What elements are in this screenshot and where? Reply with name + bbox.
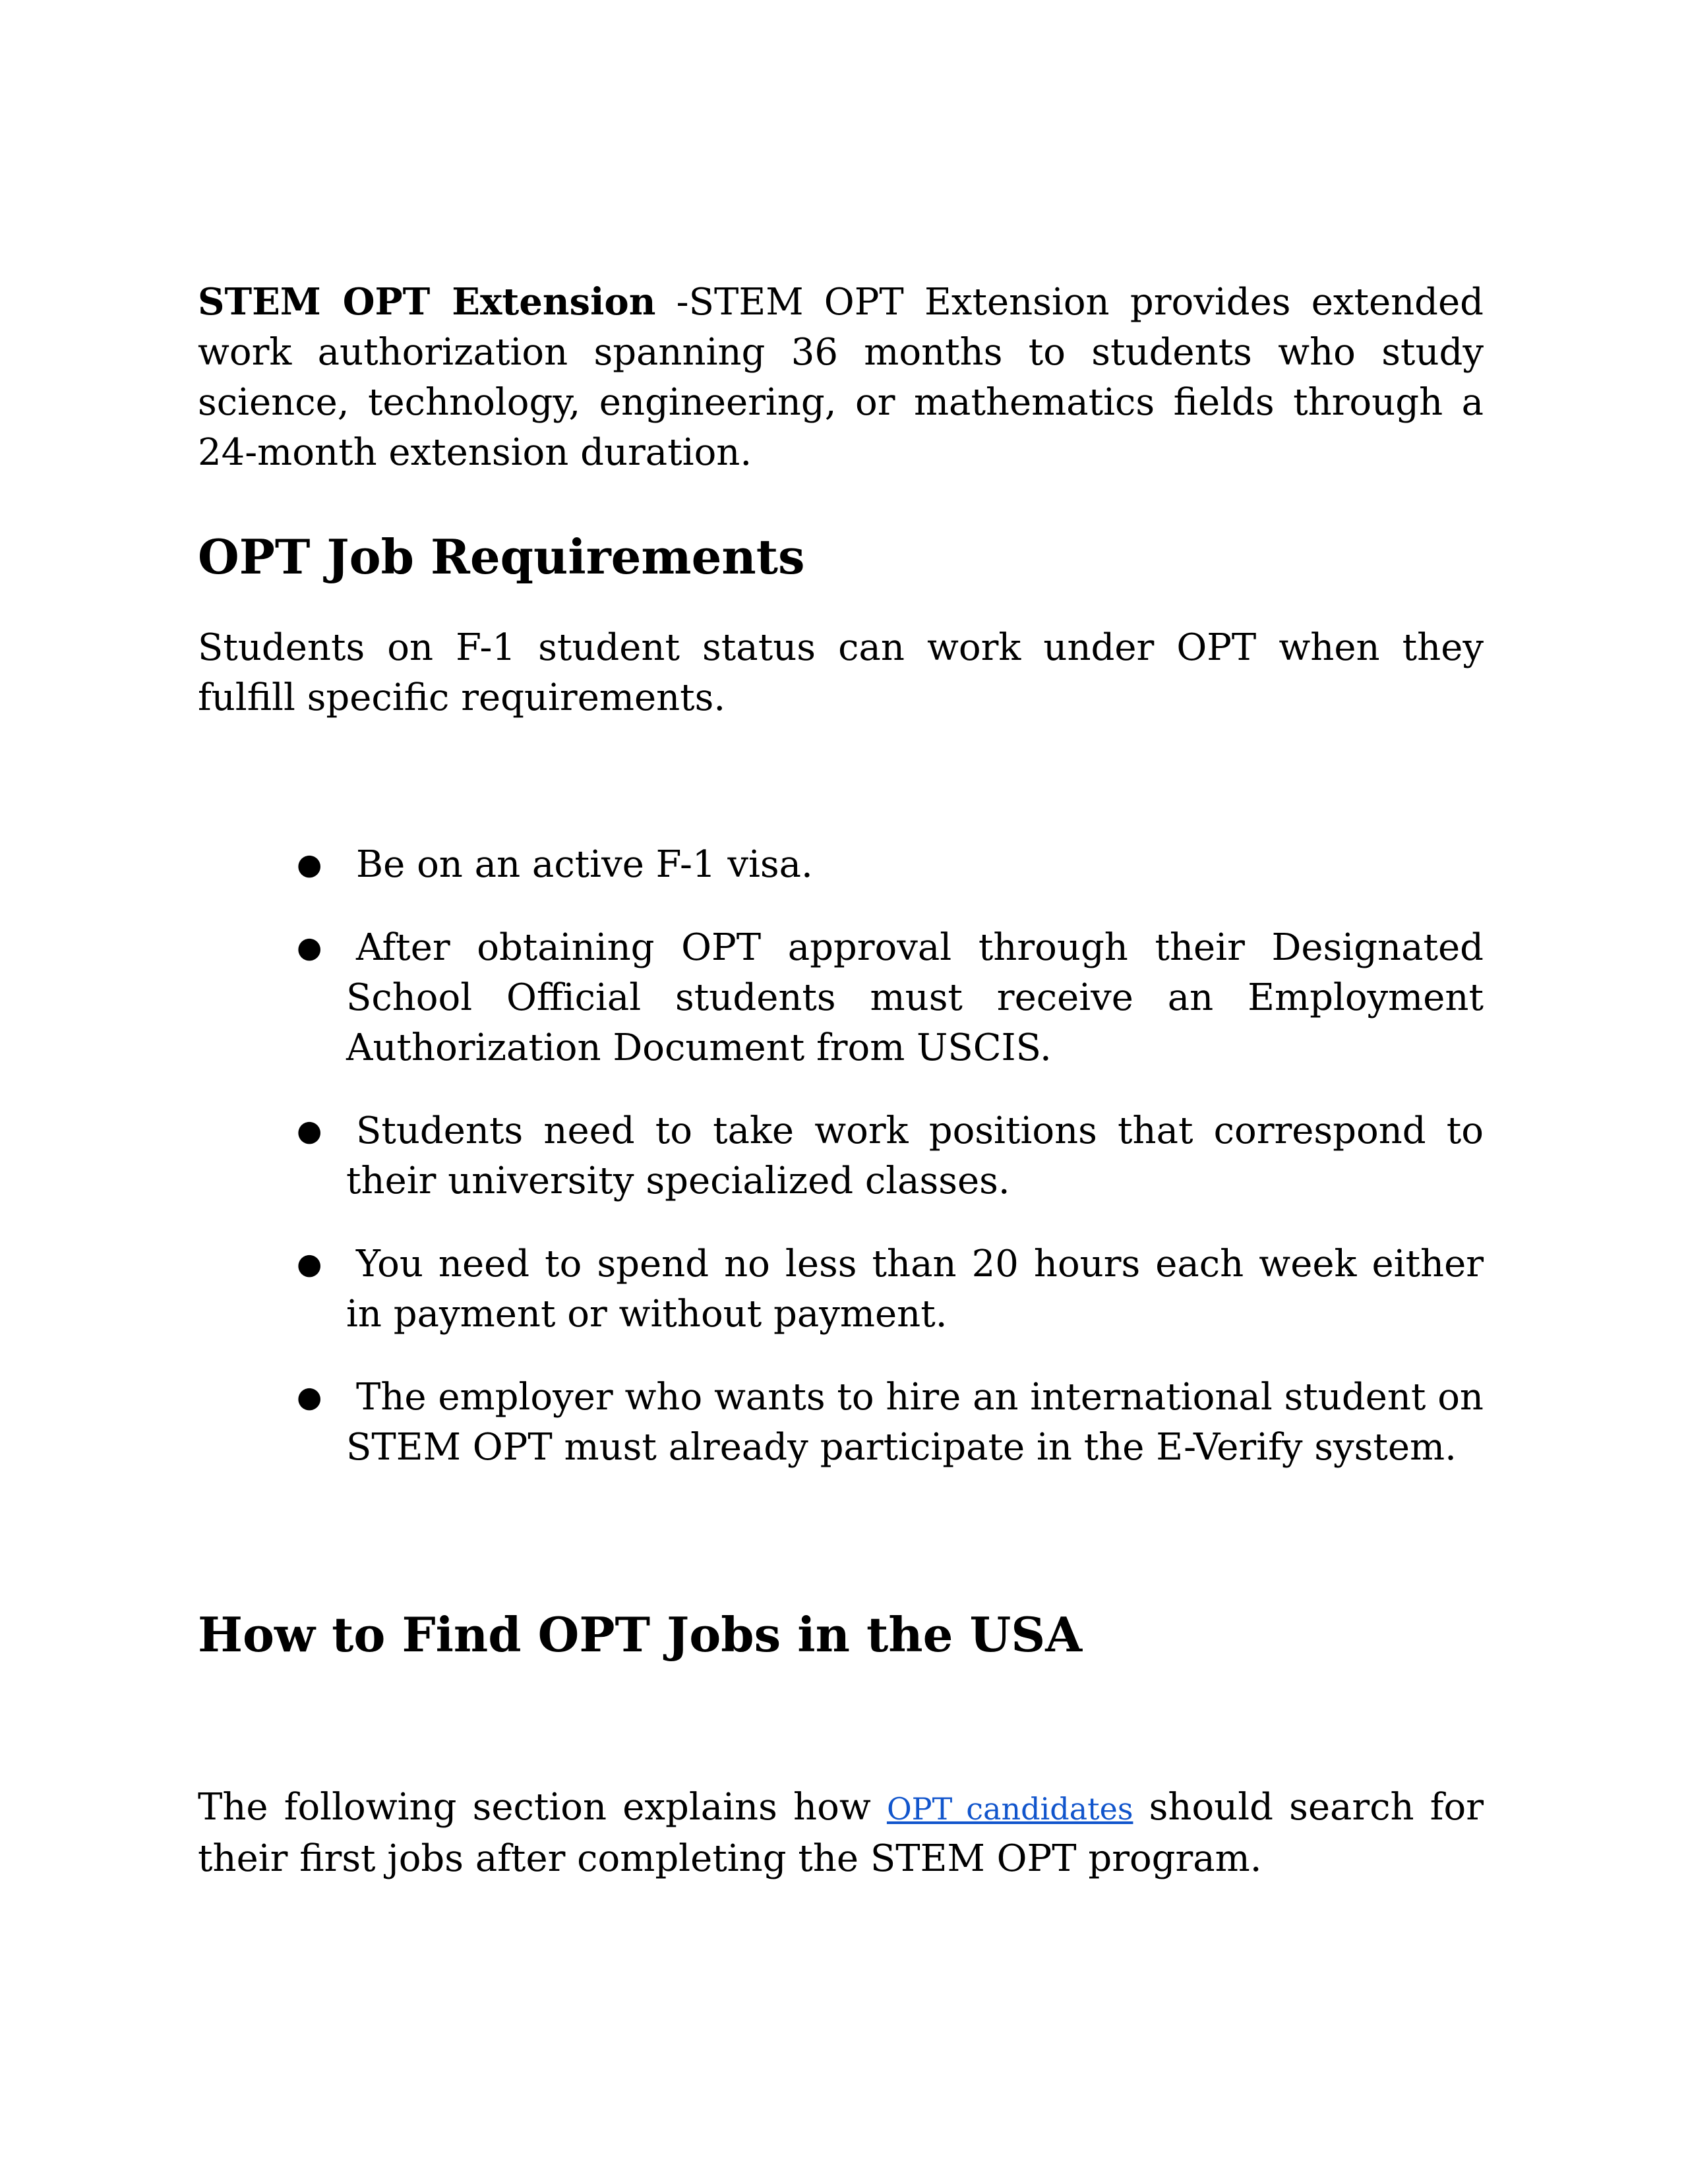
bullet-icon: ● xyxy=(297,1247,322,1281)
find-opt-jobs-text-before: The following section explains how xyxy=(198,1786,887,1829)
list-item xyxy=(198,923,1484,1073)
list-item-text: Students need to take work positions that correspond to their university specialized classes. xyxy=(346,1109,1484,1202)
stem-opt-extension-paragraph xyxy=(198,277,1484,478)
list-item xyxy=(198,1239,1484,1340)
bullet-icon: ● xyxy=(297,1380,322,1414)
list-item-text: The employer who wants to hire an international student on STEM OPT must already participate in the E-Verify system. xyxy=(346,1376,1484,1469)
list-item xyxy=(198,1372,1484,1473)
list-item-text: Be on an active F-1 visa. xyxy=(356,843,813,886)
list-item-text: After obtaining OPT approval through their Designated School Official students must receive an Employment Authorization Document from USCIS. xyxy=(346,926,1484,1069)
bullet-icon: ● xyxy=(297,848,322,881)
find-opt-jobs-heading: How to Find OPT Jobs in the USA xyxy=(198,1607,1083,1663)
list-item xyxy=(198,1106,1484,1206)
list-item-text: You need to spend no less than 20 hours each week either in payment or without payment. xyxy=(346,1243,1484,1336)
list-item xyxy=(198,840,1484,890)
bullet-icon: ● xyxy=(297,1114,322,1148)
stem-opt-extension-text: -STEM OPT Extension provides extended work authorization spanning 36 months to students who study science, technology, engineering, or mathematics fields through a 24-month extension duration. xyxy=(198,281,1484,474)
find-opt-jobs-text-after: should search for their first jobs after completing the STEM OPT program. xyxy=(198,1786,1484,1880)
stem-opt-extension-term: STEM OPT Extension xyxy=(198,280,656,324)
opt-job-requirements-heading: OPT Job Requirements xyxy=(198,529,805,585)
find-opt-jobs-paragraph xyxy=(198,1783,1484,1884)
requirements-lead-paragraph: Students on F-1 student status can work under OPT when they fulfill specific requirements. xyxy=(198,626,1484,719)
opt-candidates-link[interactable]: OPT candidates xyxy=(886,1791,1133,1827)
bullet-icon: ● xyxy=(297,931,322,964)
requirements-list xyxy=(198,840,1484,1506)
